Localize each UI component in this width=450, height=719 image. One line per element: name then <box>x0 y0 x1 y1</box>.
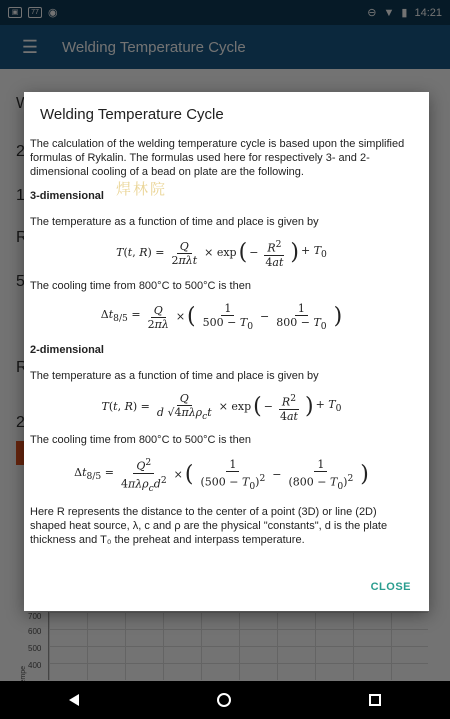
info-dialog <box>24 92 429 611</box>
temp-2d-text: The temperature as a function of time and place is given by <box>30 369 319 382</box>
formula-cooling-3d: $\Delta t_{8/5}$ = $\frac{Q}{2\pi\lambda}$ × ( $\frac{1}{500 - T_0}$ − $\frac{1}{800 - T_0}$ ) <box>100 301 343 332</box>
footer-paragraph: Here R represents the distance to the center of a point (3D) or line (2D) shaped heat source, λ, c and ρ are the physical "constants", d is the plate thickness and T₀ the preheat and interpass temperature. <box>30 505 388 546</box>
formula-temp-2d: T(t, R) = $\frac{Q}{d √4\pi\lambda\rho_ct}$ × exp ( − $\frac{R^2}{4at}$ ) + $T_0$ <box>101 391 342 423</box>
back-icon[interactable] <box>69 694 79 706</box>
cool-3d-text: The cooling time from 800°C to 500°C is then <box>30 279 251 292</box>
temp-3d-text: The temperature as a function of time and place is given by <box>30 216 319 228</box>
dialog-title: Welding Temperature Cycle <box>40 106 224 123</box>
formula-temp-3d: T(t, R) = $\frac{Q}{\text{2πλt}}$ × exp ( − $\frac{R^2}{4at}$ ) + $T_0$ <box>116 239 327 269</box>
formula-cooling-2d: $\Delta t_{8/5}$ = $\frac{Q^2}{4\pi\lambda\rho_cd^2}$ × ( $\frac{1}{(500 - T_0)^2}$ − $\frac{1}{(800 - T_0)^2}$ ) <box>74 457 369 494</box>
cool-2d-text: The cooling time from 800°C to 500°C is then <box>30 434 251 447</box>
navigation-bar <box>0 681 450 719</box>
section-heading-2d: 2-dimensional <box>30 343 104 356</box>
intro-paragraph: The calculation of the welding temperature cycle is based upon the simplified formulas of Rykalin. The formulas used here for respectively 3- and 2-dimensional cooling of a bead on plate are the following. <box>30 138 405 178</box>
close-button[interactable]: CLOSE <box>370 581 411 593</box>
recents-icon[interactable] <box>369 694 381 706</box>
section-heading-3d: 3-dimensional <box>30 190 104 202</box>
dialog-body <box>30 137 413 547</box>
watermark: 焊林院 <box>116 181 168 198</box>
home-icon[interactable] <box>217 693 231 707</box>
